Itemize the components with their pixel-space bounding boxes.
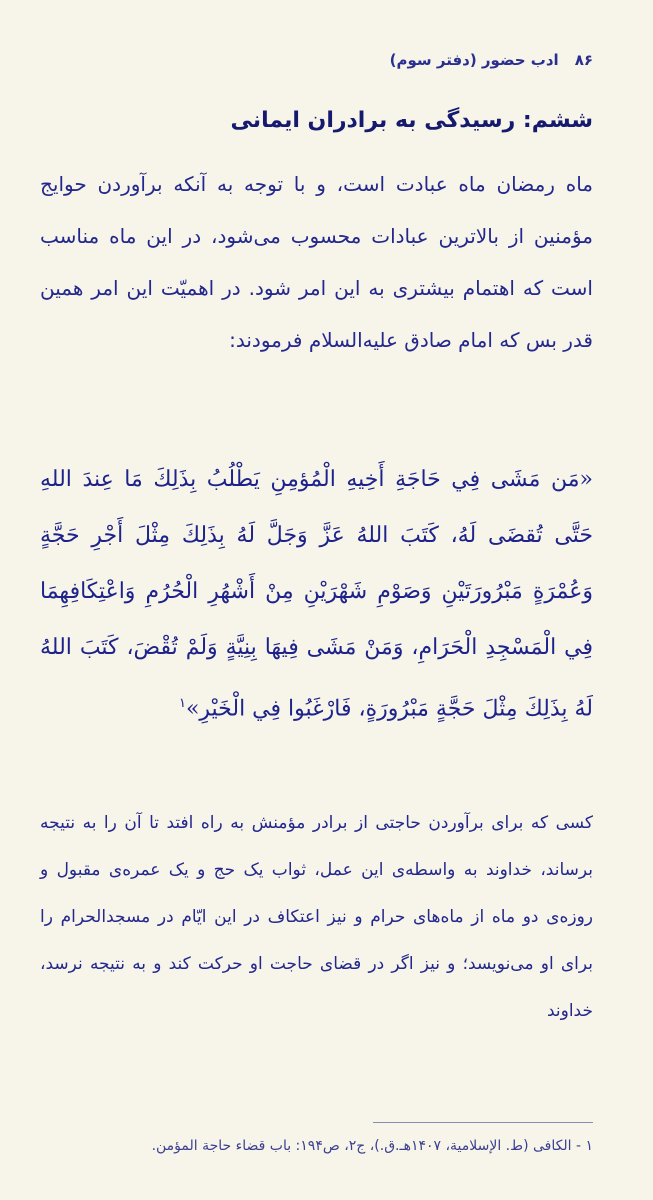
- translation-paragraph: کسی که برای برآوردن حاجتی از برادر مؤمنش به راه افتد تا آن را به نتیجه برساند، خداوند به واسطه‌ی این عمل، ثواب یک حج و یک عمره‌ی مقبول و روزه‌ی دو ماه از ماه‌های حرام و نیز اعتکاف در این ایّام در مسجدالحرام را برای او می‌نویسد؛ و نیز اگر در قضای حاجت او حرکت کند و به نتیجه نرسد، خداوند: [40, 813, 593, 1021]
- hadith-paragraph: [40, 452, 593, 737]
- translation-text: [40, 800, 593, 1035]
- footnote-text: ۱ - الکافی (ط. الإسلامیة، ۱۴۰۷هـ.ق.)، ج۲، ص۱۹۴: باب قضاء حاجة المؤمن.: [151, 1138, 593, 1154]
- body-text: [40, 158, 593, 366]
- body-paragraph: ماه رمضان ماه عبادت است، و با توجه به آنکه برآوردن حوایج مؤمنین از بالاترین عبادات محسوب می‌شود، در این ماه مناسب است که اهتمام بیشتری به این امر شود. در اهمیّت این امر همین قدر بس که امام صادق علیه‌السلام فرمودند:: [40, 172, 593, 352]
- running-header: [40, 48, 593, 72]
- footnote-marker: ۱: [178, 696, 186, 711]
- hadith-text: «مَن مَشَى فِي حَاجَةِ أَخِيهِ الْمُؤمِنِ يَطْلُبُ بِذَلِكَ مَا عِندَ اللهِ حَتَّى تُقضَى لَهُ، كَتَبَ اللهُ عَزَّ وَجَلَّ لَهُ بِذَلِكَ مِثْلَ أَجْرِ حَجَّةٍ وَعُمْرَةٍ مَبْرُورَتَيْنِ وَصَوْمِ شَهْرَيْنِ مِنْ أَشْهُرِ الْحُرُمِ وَاعْتِكَافِهِمَا فِي الْمَسْجِدِ الْحَرَامِ، وَمَنْ مَشَى فِيهَا بِنِيَّةٍ وَلَمْ تُقْضَ، كَتَبَ اللهُ لَهُ بِذَلِكَ مِثْلَ حَجَّةٍ مَبْرُورَةٍ، فَارْغَبُوا فِي الْخَيْرِ»: [40, 467, 593, 722]
- hadith-block: [40, 452, 593, 737]
- book-title: ادب حضور (دفتر سوم): [389, 51, 559, 69]
- section-title: ششم: رسیدگی به برادران ایمانی: [230, 108, 593, 133]
- footnote: [40, 1132, 593, 1160]
- footnote-divider: [373, 1122, 593, 1123]
- page-number: ۸۶: [574, 51, 593, 69]
